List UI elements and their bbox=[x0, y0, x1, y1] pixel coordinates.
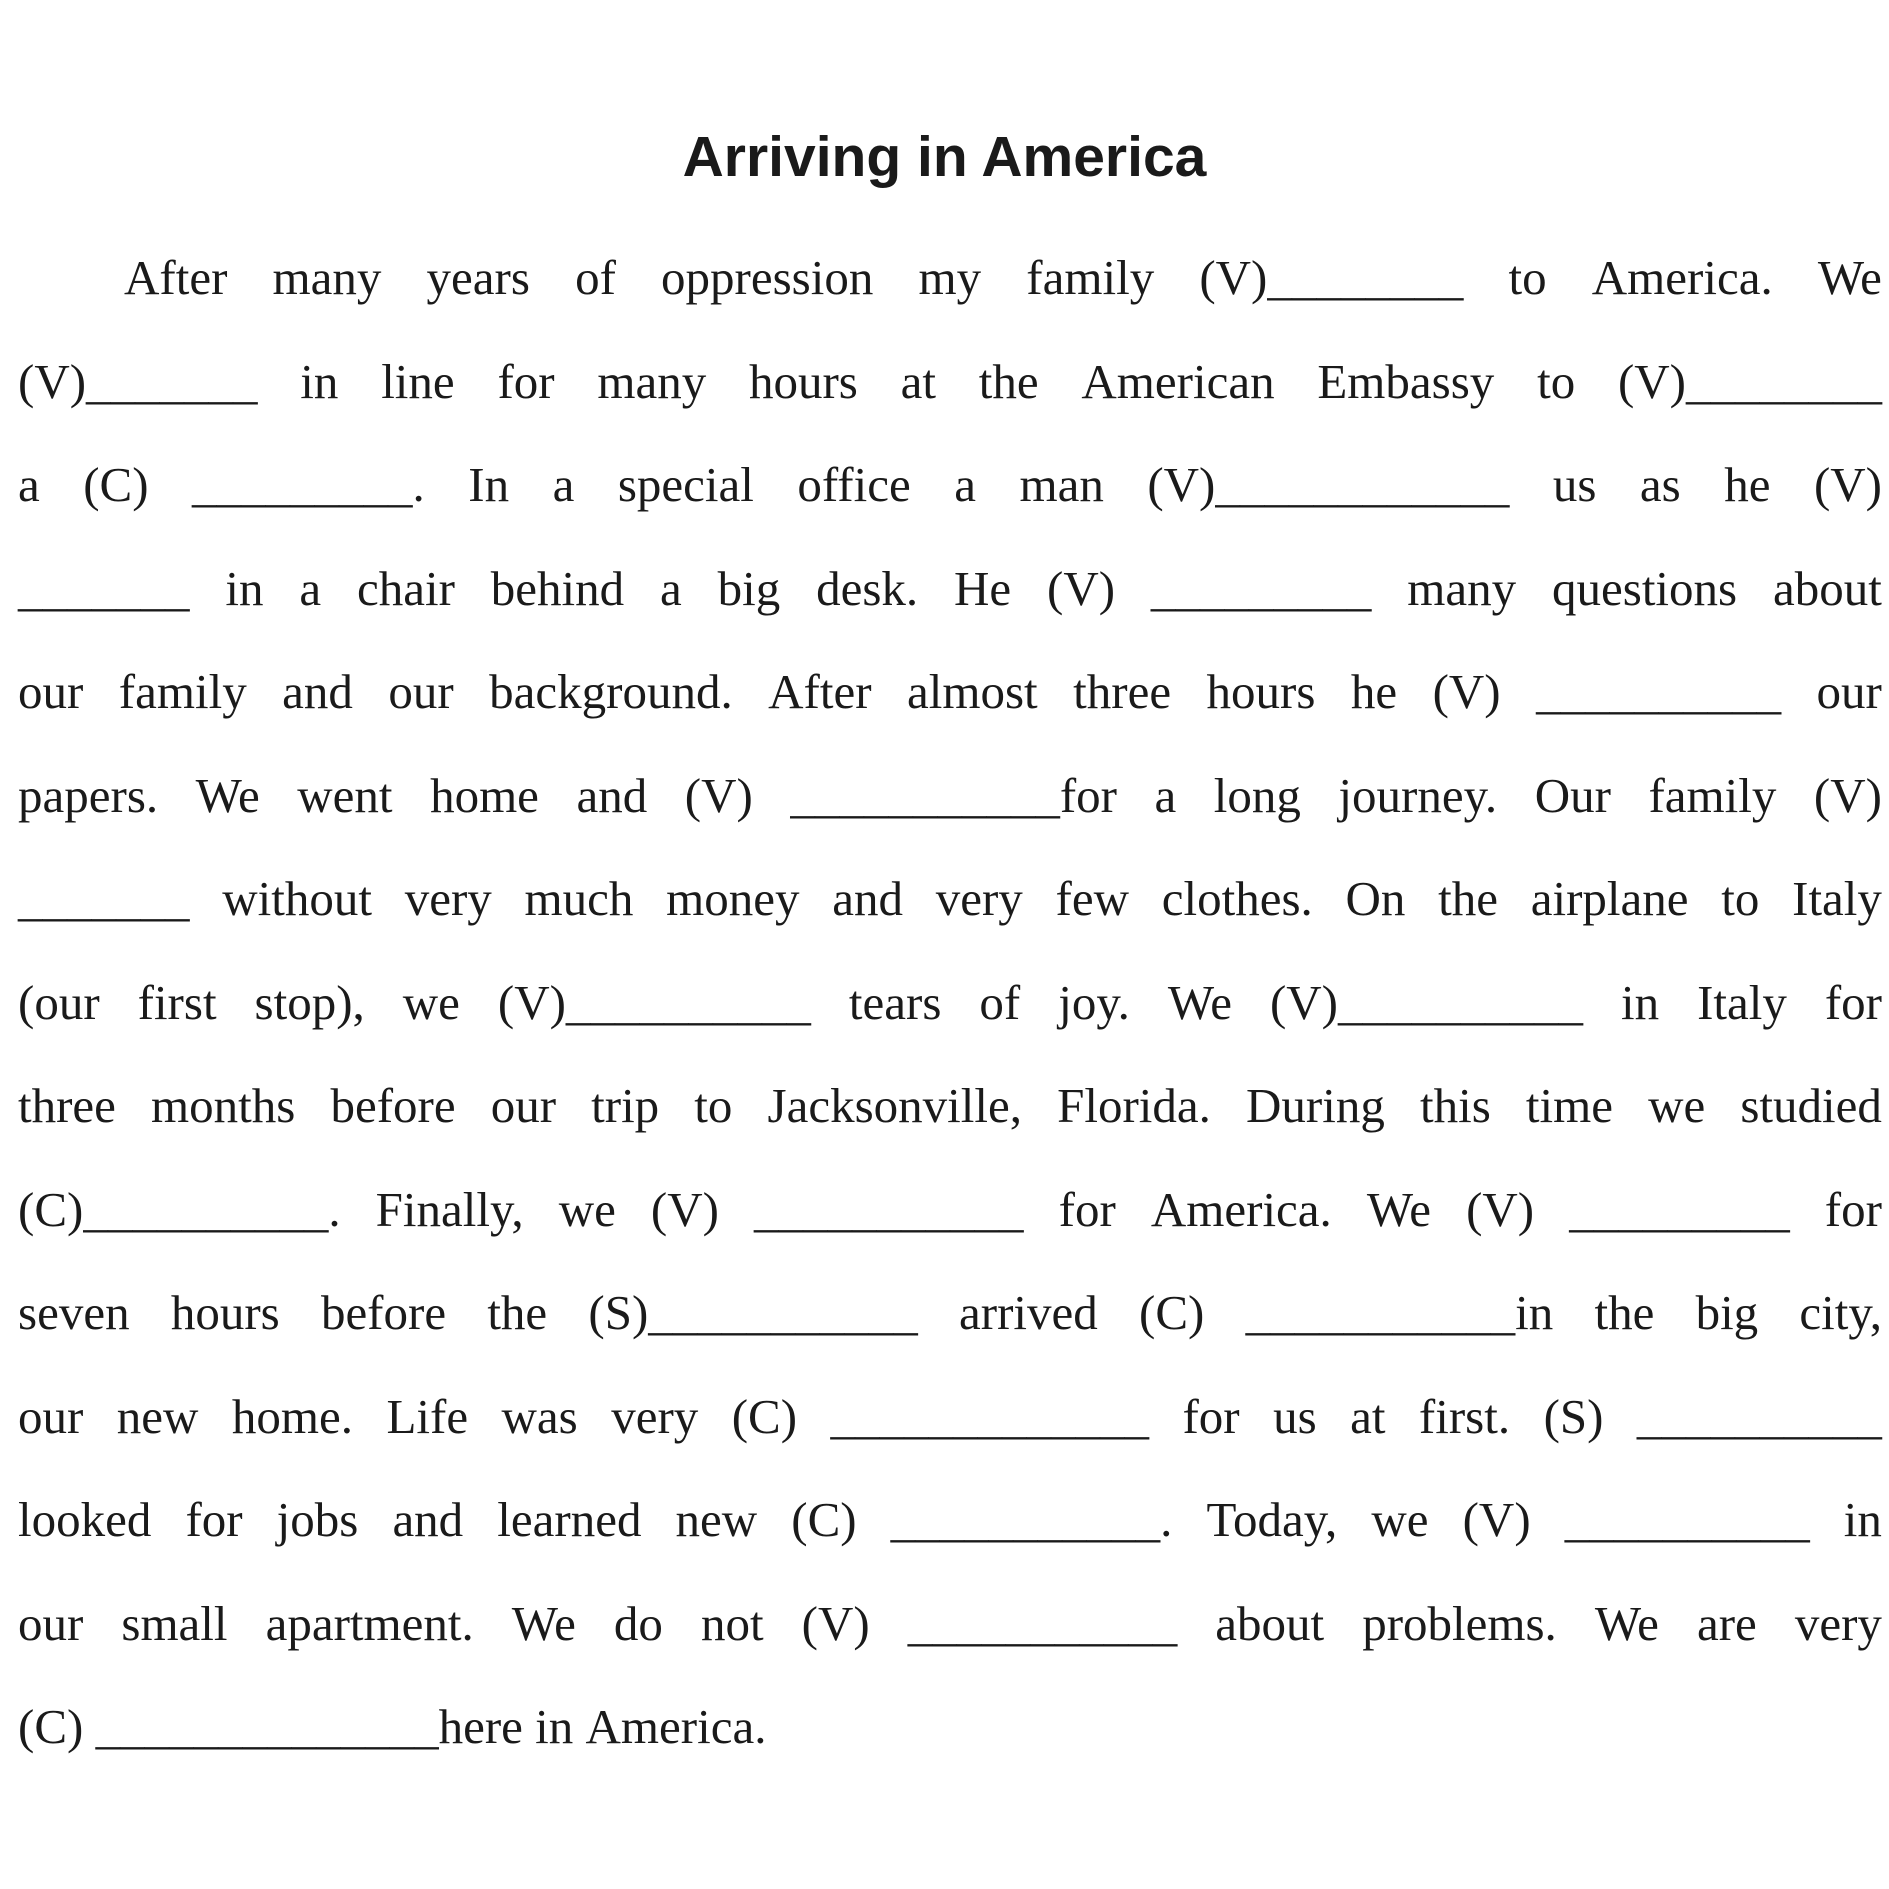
word-token: America. bbox=[1591, 250, 1773, 305]
word-token: After bbox=[124, 250, 228, 305]
word-token: (V) bbox=[801, 1595, 870, 1651]
blank-token: (C)__________. bbox=[18, 1181, 341, 1237]
word-token: much bbox=[524, 871, 634, 926]
word-token: problems. bbox=[1362, 1595, 1557, 1651]
paragraph-line bbox=[18, 537, 1882, 641]
word-token: for bbox=[185, 1492, 243, 1547]
word-token: before bbox=[330, 1078, 456, 1133]
paragraph-line bbox=[18, 1158, 1882, 1262]
word-token: about bbox=[1215, 1595, 1325, 1651]
word-token: many bbox=[597, 353, 707, 409]
word-token: apartment. bbox=[265, 1595, 474, 1651]
word-token: a bbox=[299, 560, 322, 616]
word-token: long bbox=[1213, 767, 1301, 823]
word-token: stop), bbox=[254, 974, 365, 1030]
word-token: big bbox=[717, 560, 781, 616]
word-token: Today, bbox=[1206, 1492, 1338, 1547]
paragraph-line bbox=[18, 744, 1882, 848]
word-token: During bbox=[1246, 1078, 1385, 1133]
word-token: trip bbox=[591, 1078, 660, 1133]
word-token: and bbox=[832, 871, 903, 926]
word-token: many bbox=[272, 250, 382, 305]
word-token: we bbox=[1371, 1492, 1429, 1547]
word-token: (V) bbox=[1813, 767, 1882, 823]
word-token: was bbox=[501, 1388, 578, 1444]
word-token: this bbox=[1419, 1078, 1491, 1133]
word-token: a bbox=[552, 457, 575, 512]
word-token: my bbox=[918, 250, 982, 305]
word-token: first. bbox=[1418, 1388, 1511, 1444]
paragraph-line bbox=[18, 1468, 1882, 1572]
word-token: our bbox=[490, 1078, 557, 1133]
word-token: are bbox=[1696, 1595, 1757, 1651]
word-token: many bbox=[1407, 560, 1517, 616]
word-token: the bbox=[1438, 871, 1498, 926]
word-token: us bbox=[1273, 1388, 1317, 1444]
word-token: small bbox=[121, 1595, 228, 1651]
word-token: Italy bbox=[1792, 871, 1882, 926]
word-token: without bbox=[222, 871, 372, 926]
word-token: to bbox=[1508, 250, 1547, 305]
word-token: for bbox=[1058, 1181, 1116, 1237]
word-token: a bbox=[954, 457, 976, 512]
word-token: (V) bbox=[1047, 560, 1116, 616]
word-token: office bbox=[797, 457, 911, 512]
word-token: Life bbox=[386, 1388, 469, 1444]
word-token: for bbox=[1182, 1388, 1240, 1444]
word-token: home. bbox=[231, 1388, 353, 1444]
word-token: in bbox=[1843, 1492, 1882, 1547]
word-token: three bbox=[18, 1078, 116, 1133]
word-token: American bbox=[1081, 353, 1275, 409]
word-token: America. bbox=[585, 1699, 767, 1754]
word-token: (V) bbox=[1462, 1492, 1531, 1547]
word-token: (V) bbox=[1432, 664, 1501, 719]
paragraph-line bbox=[18, 640, 1882, 744]
word-token: learned bbox=[497, 1492, 642, 1547]
word-token: Jacksonville, bbox=[767, 1078, 1023, 1133]
word-token: us bbox=[1552, 457, 1597, 512]
word-token: In bbox=[468, 457, 510, 512]
blank-token: (V)__________ bbox=[497, 974, 811, 1030]
word-token: After bbox=[768, 664, 872, 719]
word-token: tears bbox=[848, 974, 942, 1030]
word-token: to bbox=[1537, 353, 1576, 409]
word-token: very bbox=[1794, 1595, 1882, 1651]
word-token: We bbox=[195, 767, 260, 823]
blank-token: (V)____________ bbox=[1147, 457, 1510, 512]
word-token: (V) bbox=[1813, 457, 1882, 512]
word-token: our bbox=[18, 1388, 84, 1444]
word-token: a bbox=[18, 457, 40, 512]
word-token: he bbox=[1350, 664, 1398, 719]
paragraph-line bbox=[18, 433, 1882, 537]
word-token: (C) bbox=[83, 457, 149, 512]
word-token: Florida. bbox=[1057, 1078, 1211, 1133]
word-token: to bbox=[1721, 871, 1760, 926]
paragraph-line bbox=[18, 847, 1882, 951]
word-token: our bbox=[18, 664, 84, 719]
word-token: We bbox=[1366, 1181, 1431, 1237]
word-token: He bbox=[954, 560, 1012, 616]
word-token: of bbox=[575, 250, 616, 305]
word-token: at bbox=[1350, 1388, 1386, 1444]
word-token: Italy bbox=[1697, 974, 1787, 1030]
word-token: the bbox=[487, 1285, 548, 1340]
word-token: the bbox=[1594, 1285, 1655, 1340]
word-token: new bbox=[675, 1492, 758, 1547]
word-token: money bbox=[666, 871, 800, 926]
blank-token: ___________ bbox=[754, 1181, 1024, 1237]
word-token: home bbox=[430, 767, 539, 823]
paragraph-line bbox=[18, 1675, 1882, 1779]
word-token: in bbox=[225, 560, 264, 616]
word-token: for bbox=[497, 353, 555, 409]
word-token: papers. bbox=[18, 767, 159, 823]
word-token: in bbox=[1620, 974, 1660, 1030]
word-token: chair bbox=[356, 560, 455, 616]
word-token: years bbox=[426, 250, 530, 305]
word-token: very bbox=[611, 1388, 699, 1444]
blank-token: _______ bbox=[18, 560, 190, 616]
word-token: city, bbox=[1799, 1285, 1882, 1340]
word-token: he bbox=[1724, 457, 1771, 512]
blank-token: __________ bbox=[1536, 664, 1782, 719]
word-token: a bbox=[659, 560, 682, 616]
word-token: behind bbox=[490, 560, 625, 616]
word-token: we bbox=[1648, 1078, 1706, 1133]
word-token: and bbox=[576, 767, 648, 823]
word-token: almost bbox=[907, 664, 1038, 719]
blank-token: (V)________ bbox=[1199, 250, 1464, 305]
word-token: in bbox=[535, 1699, 586, 1754]
word-token: months bbox=[151, 1078, 296, 1133]
word-token: for bbox=[1824, 1181, 1882, 1237]
word-token: journey. bbox=[1338, 767, 1498, 823]
blank-token: ___________in bbox=[1245, 1285, 1554, 1340]
word-token: at bbox=[900, 353, 937, 409]
word-token: (V) bbox=[684, 767, 753, 823]
word-token: our bbox=[1816, 664, 1882, 719]
word-token: time bbox=[1525, 1078, 1613, 1133]
page-title: Arriving in America bbox=[682, 125, 1207, 189]
word-token: before bbox=[320, 1285, 447, 1340]
word-token: background. bbox=[489, 664, 733, 719]
word-token: a bbox=[1154, 767, 1177, 823]
word-token: family bbox=[1648, 767, 1777, 823]
word-token: for bbox=[1824, 974, 1882, 1030]
paragraph-line bbox=[18, 1054, 1882, 1158]
word-token: hours bbox=[748, 353, 858, 409]
blank-token: ___________. bbox=[890, 1492, 1173, 1547]
blank-token: ___________ bbox=[907, 1595, 1178, 1651]
word-token: We bbox=[1167, 974, 1232, 1030]
word-token: do bbox=[613, 1595, 663, 1651]
word-token: very bbox=[935, 871, 1023, 926]
word-token: (C) bbox=[18, 1699, 96, 1754]
word-token: Finally, bbox=[375, 1181, 524, 1237]
word-token: man bbox=[1019, 457, 1104, 512]
word-token: the bbox=[978, 353, 1039, 409]
word-token: We bbox=[1594, 1595, 1659, 1651]
word-token: studied bbox=[1740, 1078, 1882, 1133]
word-token: line bbox=[381, 353, 455, 409]
word-token: arrived bbox=[959, 1285, 1098, 1340]
word-token: family bbox=[118, 664, 247, 719]
blank-token: (V)________ bbox=[1617, 353, 1882, 409]
word-token: very bbox=[404, 871, 492, 926]
word-token: we bbox=[402, 974, 460, 1030]
word-token: our bbox=[18, 1595, 84, 1651]
paragraph-line bbox=[18, 330, 1882, 434]
word-token: we bbox=[558, 1181, 616, 1237]
word-token: family bbox=[1026, 250, 1155, 305]
word-token: joy. bbox=[1058, 974, 1130, 1030]
word-token: (C) bbox=[791, 1492, 857, 1547]
paragraph-line bbox=[18, 1572, 1882, 1676]
word-token: and bbox=[282, 664, 353, 719]
word-token: (V) bbox=[1466, 1181, 1535, 1237]
blank-token: __________ bbox=[1636, 1388, 1882, 1444]
blank-token: __________ bbox=[1564, 1492, 1810, 1547]
word-token: (C) bbox=[1139, 1285, 1205, 1340]
word-token: hours bbox=[170, 1285, 280, 1340]
blank-token: (V)_______ bbox=[18, 353, 258, 409]
word-token: to bbox=[694, 1078, 733, 1133]
blank-token: _______ bbox=[18, 871, 190, 926]
word-token: and bbox=[392, 1492, 464, 1547]
word-token: not bbox=[700, 1595, 764, 1651]
paragraph-line bbox=[18, 951, 1882, 1055]
word-token: three bbox=[1073, 664, 1172, 719]
blank-token: ___________for bbox=[790, 767, 1117, 823]
word-token: few bbox=[1055, 871, 1129, 926]
word-token: On bbox=[1345, 871, 1406, 926]
blank-token: ______________here bbox=[95, 1699, 536, 1754]
word-token: (C) bbox=[731, 1388, 798, 1444]
blank-token: _________ bbox=[1569, 1181, 1790, 1237]
word-token: America. bbox=[1150, 1181, 1332, 1237]
word-token: oppression bbox=[661, 250, 874, 305]
word-token: airplane bbox=[1530, 871, 1689, 926]
word-token: questions bbox=[1552, 560, 1738, 616]
word-token: big bbox=[1695, 1285, 1759, 1340]
word-token: our bbox=[388, 664, 454, 719]
word-token: new bbox=[116, 1388, 199, 1444]
word-token: of bbox=[979, 974, 1021, 1030]
word-token: (our bbox=[18, 974, 100, 1030]
word-token: Our bbox=[1534, 767, 1611, 823]
word-token: went bbox=[297, 767, 393, 823]
word-token: looked bbox=[18, 1492, 152, 1547]
word-token: We bbox=[511, 1595, 576, 1651]
blank-token: _________. bbox=[192, 457, 425, 512]
blank-token: _____________ bbox=[830, 1388, 1150, 1444]
word-token: first bbox=[137, 974, 217, 1030]
word-token: special bbox=[617, 457, 754, 512]
blank-token: (S)___________ bbox=[588, 1285, 918, 1340]
paragraph-line bbox=[18, 1261, 1882, 1365]
word-token: as bbox=[1639, 457, 1681, 512]
word-token: We bbox=[1817, 250, 1882, 305]
blank-token: (V)__________ bbox=[1269, 974, 1583, 1030]
word-token: (S) bbox=[1543, 1388, 1604, 1444]
word-token: seven bbox=[18, 1285, 130, 1340]
blank-token: _________ bbox=[1150, 560, 1372, 616]
word-token: in bbox=[300, 353, 339, 409]
word-token: jobs bbox=[276, 1492, 359, 1547]
word-token: clothes. bbox=[1161, 871, 1313, 926]
word-token: (V) bbox=[650, 1181, 719, 1237]
word-token: desk. bbox=[816, 560, 919, 616]
paragraph-line bbox=[18, 1365, 1882, 1469]
paragraph-line bbox=[124, 226, 1882, 330]
word-token: Embassy bbox=[1317, 353, 1495, 409]
word-token: hours bbox=[1206, 664, 1316, 719]
word-token: about bbox=[1772, 560, 1882, 616]
